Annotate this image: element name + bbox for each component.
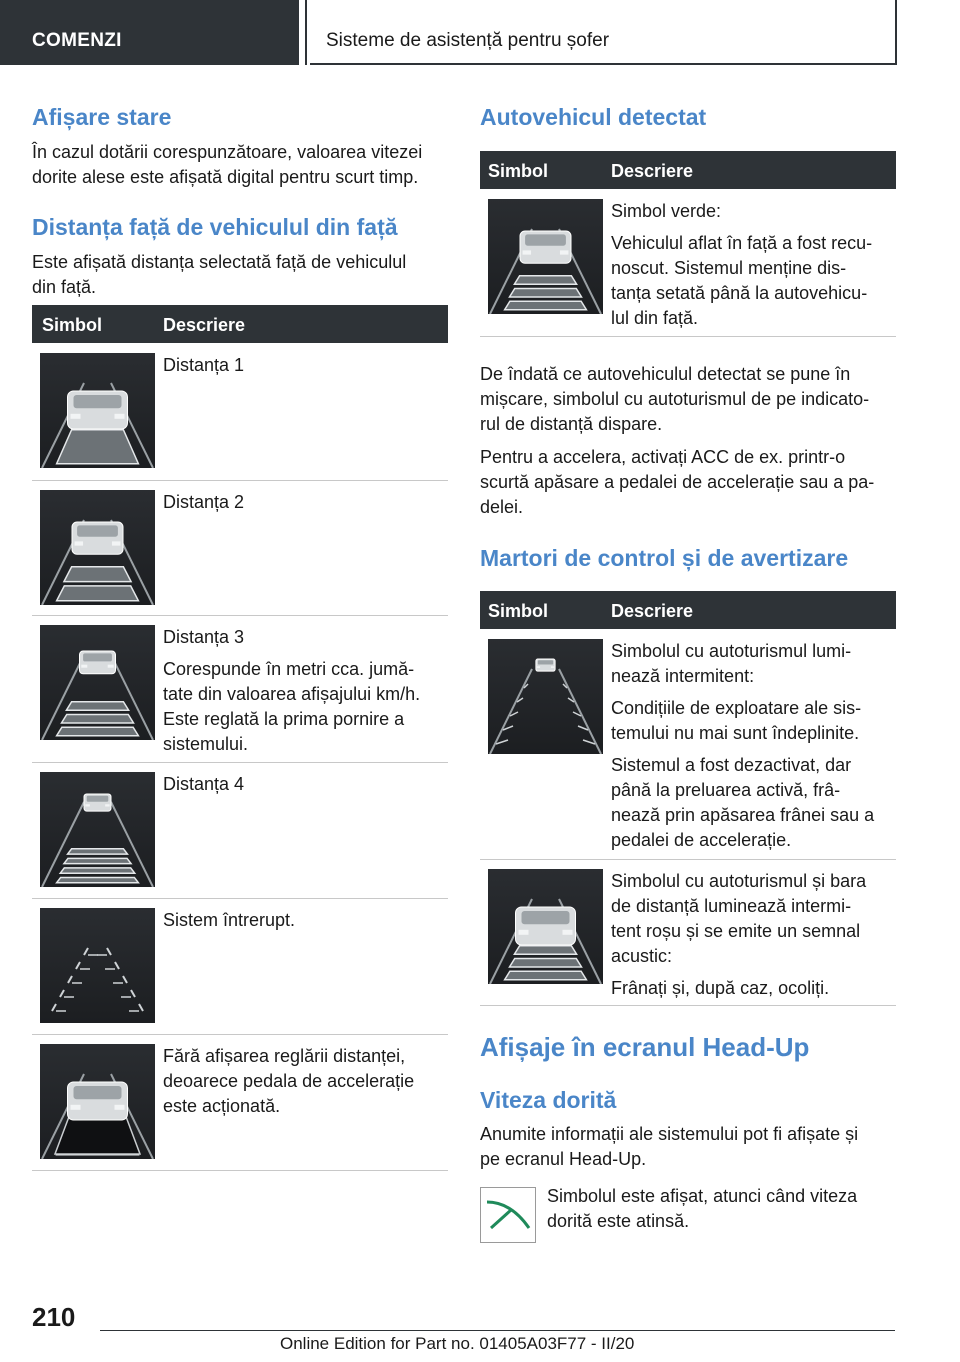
paragraph-distanta xyxy=(32,250,406,300)
col-simbol: Simbol xyxy=(488,161,549,181)
row-description xyxy=(163,908,443,940)
row-description xyxy=(163,625,443,764)
desc-line: Distanța 2 xyxy=(163,492,245,512)
header-divider xyxy=(305,0,307,65)
col-simbol: Simbol xyxy=(488,601,549,621)
footer-rule xyxy=(100,1330,895,1331)
heading-distanta: Distanța față de vehiculul din față xyxy=(32,214,398,240)
heading-viteza-dorita: Viteza dorită xyxy=(480,1087,617,1113)
table-header xyxy=(32,305,448,343)
heading-autovehicul-detectat: Autovehicul detectat xyxy=(480,104,707,130)
system-interrupted-icon xyxy=(40,908,155,1023)
col-simbol: Simbol xyxy=(42,315,103,335)
row-description xyxy=(163,353,443,385)
table-header xyxy=(480,151,896,189)
car-flashing-icon xyxy=(488,639,603,754)
heading-afisare-stare: Afișare stare xyxy=(32,104,172,130)
desc-line: Sistemul a fost dezactivat, dar până la preluarea activă, frâ- nează prin apăsarea frânei sau a pedalei de accelerație. xyxy=(611,755,875,850)
table-row xyxy=(32,1034,448,1171)
table-row xyxy=(32,762,448,899)
car-and-bar-red-icon xyxy=(488,869,603,984)
text-line: rul de distanță dispare. xyxy=(480,414,663,434)
table-header xyxy=(480,591,896,629)
page-number: 210 xyxy=(32,1302,76,1332)
row-description xyxy=(163,1044,443,1126)
paragraph-viteza xyxy=(480,1122,858,1172)
paragraph-accelera xyxy=(480,445,874,520)
chapter-title: Sisteme de asistență pentru șofer xyxy=(326,30,610,51)
desc-line: Frânați și, după caz, ocoliți. xyxy=(611,978,830,998)
desc-line: Distanța 4 xyxy=(163,774,245,794)
text-line: Anumite informații ale sistemului pot fi afișate și xyxy=(480,1124,859,1144)
text-line: Simbolul este afișat, atunci când viteza xyxy=(547,1186,858,1206)
desc-line: Distanța 3 xyxy=(163,627,245,647)
row-description xyxy=(163,772,443,804)
row-description xyxy=(163,490,443,522)
text-line: De îndată ce autovehiculul detectat se pune în xyxy=(480,364,851,384)
col-descriere: Descriere xyxy=(611,161,694,181)
row-description xyxy=(611,199,891,338)
text-line: dorită este atinsă. xyxy=(547,1211,690,1231)
chapter-header xyxy=(310,0,897,65)
section-tab xyxy=(0,0,299,65)
desc-line: Corespunde în metri cca. jumă- tate din valoarea afișajului km/h. Este reglată la prima pornire a sistemului. xyxy=(163,659,421,754)
col-descriere: Descriere xyxy=(163,315,246,335)
distance-2-icon xyxy=(40,490,155,605)
text-line: mișcare, simbolul cu autoturismul de pe indicato- xyxy=(480,389,870,409)
desc-line: Condițiile de exploatare ale sis- temului nu mai sunt îndeplinite. xyxy=(611,698,862,743)
desc-line: Simbolul cu autoturismul și bara de distanță luminează intermi- tent roșu și se emite un semnal acustic: xyxy=(611,871,867,966)
vehicle-detected-icon xyxy=(488,199,603,314)
desc-line: Simbol verde: xyxy=(611,201,722,221)
table-row xyxy=(480,629,896,860)
section-title: COMENZI xyxy=(32,30,122,51)
paragraph-detectat xyxy=(480,362,869,437)
table-row xyxy=(32,898,448,1035)
heading-head-up: Afișaje în ecranul Head-Up xyxy=(480,1032,810,1062)
desc-line: Sistem întrerupt. xyxy=(163,910,296,930)
table-row xyxy=(480,859,896,1006)
text-line: Pentru a accelera, activați ACC de ex. printr-o xyxy=(480,447,846,467)
desc-line: Distanța 1 xyxy=(163,355,245,375)
desc-line: Vehiculul aflat în față a fost recu- noscut. Sistemul menține dis- tanța setată până la autovehicu- lul din față. xyxy=(611,233,873,328)
row-description xyxy=(611,639,891,860)
speed-reached-icon xyxy=(480,1187,536,1243)
text-line: pe ecranul Head-Up. xyxy=(480,1149,647,1169)
table-row xyxy=(32,343,448,481)
hud-description xyxy=(547,1184,857,1234)
distance-1-icon xyxy=(40,353,155,468)
table-row xyxy=(32,615,448,763)
heading-martori: Martori de control și de avertizare xyxy=(480,545,849,571)
text-line: Este afișată distanța selectată față de vehiculul xyxy=(32,252,407,272)
text-line: În cazul dotării corespunzătoare, valoarea vitezei xyxy=(32,142,423,162)
distance-4-icon xyxy=(40,772,155,887)
desc-line: Simbolul cu autoturismul lumi- nează intermitent: xyxy=(611,641,852,686)
text-line: delei. xyxy=(480,497,524,517)
text-line: dorite alese este afișată digital pentru scurt timp. xyxy=(32,167,419,187)
accelerator-pressed-icon xyxy=(40,1044,155,1159)
paragraph-afisare xyxy=(32,140,422,190)
text-line: din față. xyxy=(32,277,97,297)
text-line: scurtă apăsare a pedalei de accelerație sau a pa- xyxy=(480,472,875,492)
col-descriere: Descriere xyxy=(611,601,694,621)
distance-3-icon xyxy=(40,625,155,740)
table-row xyxy=(480,189,896,337)
desc-line: Fără afișarea reglării distanței, deoarece pedala de accelerație este acționată. xyxy=(163,1046,415,1116)
row-description xyxy=(611,869,891,1008)
edition-text: Online Edition for Part no. 01405A03F77 - II/20 xyxy=(280,1334,635,1353)
table-row xyxy=(32,480,448,616)
